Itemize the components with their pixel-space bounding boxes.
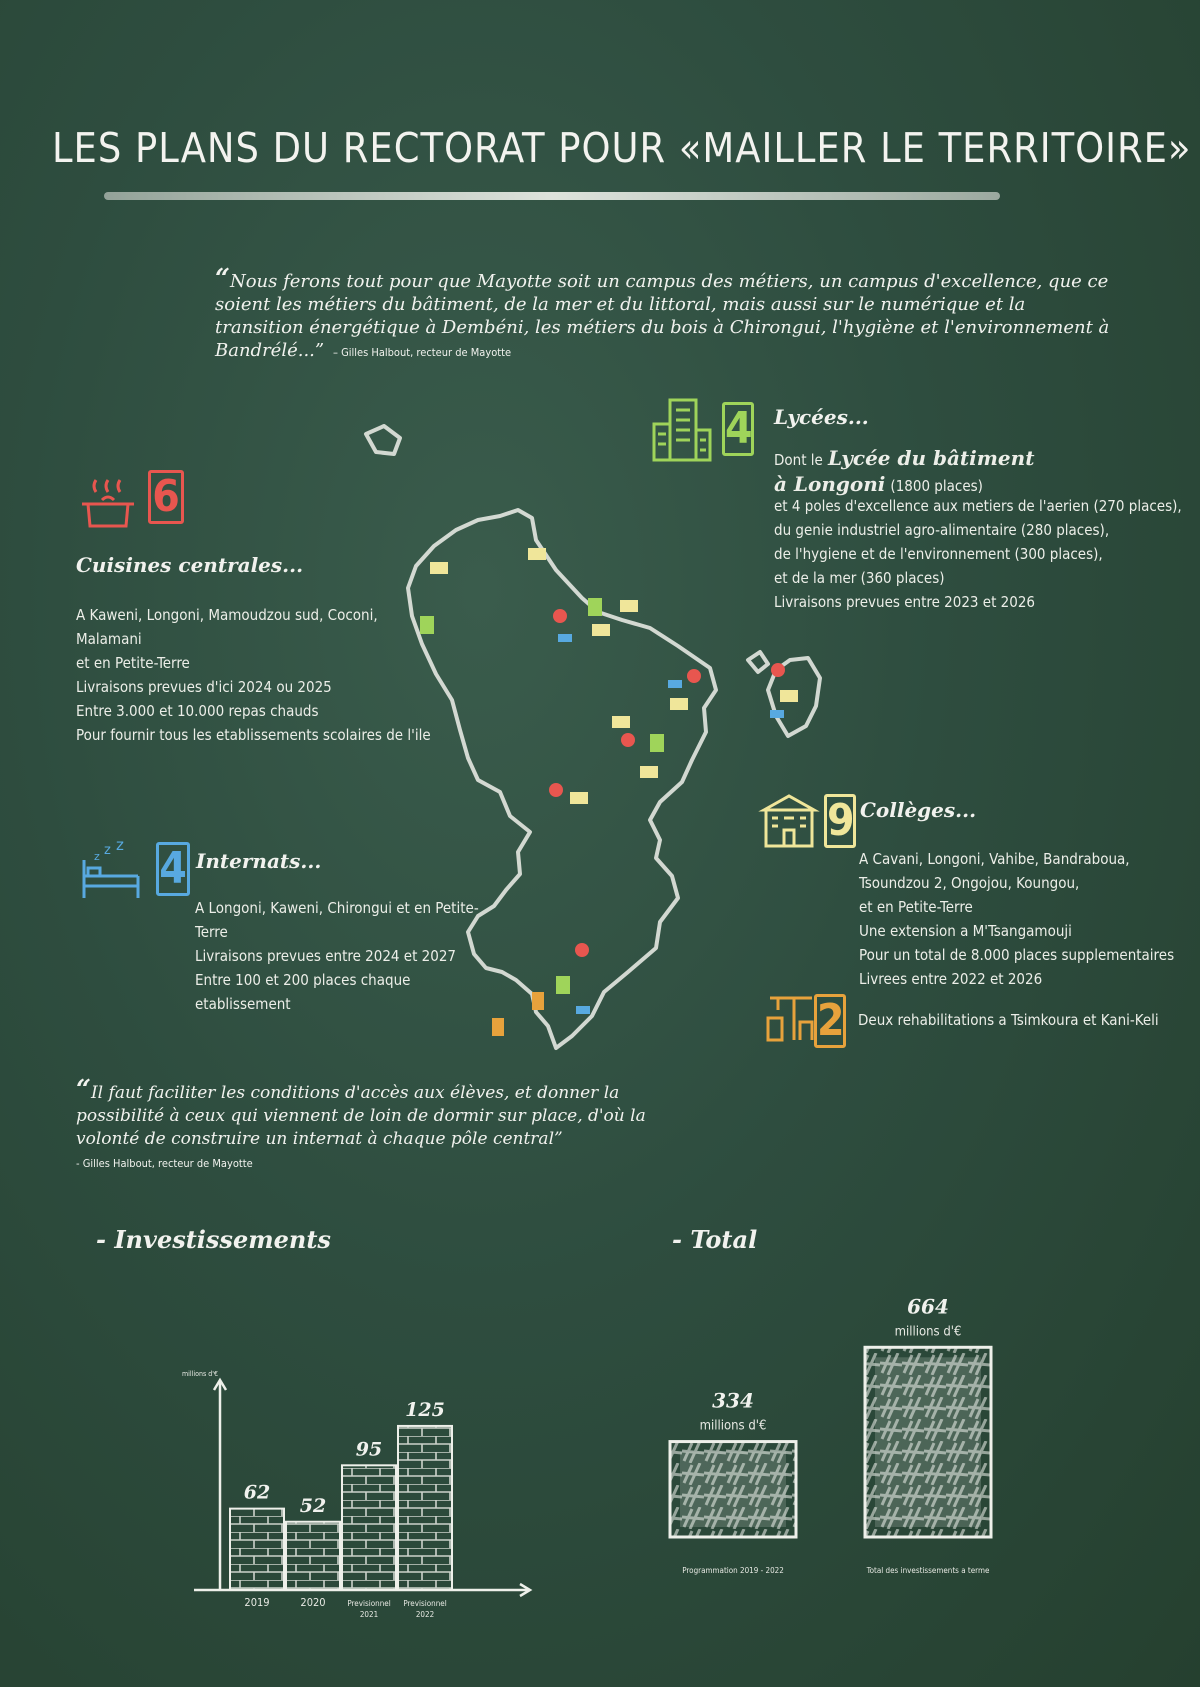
investissements-heading: - Investissements (96, 1225, 331, 1254)
bar-value-label-0: 62 (243, 1481, 271, 1504)
lycees-places: (1800 places) (890, 477, 983, 495)
bar-3 (398, 1426, 452, 1590)
lycees-count: 4 (722, 402, 754, 456)
page-title: LES PLANS DU RECTORAT POUR «MAILLER LE TERRITOIRE» (52, 124, 1192, 172)
cuisines-heading: Cuisines centrales... (76, 553, 304, 577)
map-islet-east (748, 652, 768, 672)
svg-text:z: z (104, 843, 111, 858)
quote-bottom-open-mark: “ (76, 1075, 91, 1105)
total-value-label-0: 334 (712, 1388, 754, 1413)
quote-bottom-close-mark: ” (554, 1129, 563, 1149)
cuisines-count: 6 (148, 470, 184, 524)
bar-2 (342, 1465, 396, 1590)
quote-top-text: Nous ferons tout pour que Mayotte soit un campus des métiers, un campus d'excellence, que ce soient les métiers du bâtiment, de la mer et du littoral, mais aussi sur le numérique et la transition énergétique à Dembéni, les métiers du bois à Chirongui, l'hygiène et l'environnement à Bandrélé... (215, 271, 1110, 361)
total-bar-fill-1 (875, 1357, 981, 1527)
colleges-body: A Cavani, Longoni, Vahibe, Bandraboua, Tsoundzou 2, Ongojou, Koungou, et en Petite-Terre Une extension a M'Tsangamouji Pour un total de 8.000 places supplementaires Livrees entre 2022 et 2026 (859, 850, 1175, 988)
bar-0 (230, 1509, 284, 1590)
college-building-icon (760, 792, 818, 848)
bar-1 (286, 1522, 340, 1590)
bar-value-label-2: 95 (355, 1438, 383, 1461)
colleges-count: 9 (824, 794, 856, 848)
lycees-highlight-line2: à Longoni (774, 472, 886, 496)
cooking-pot-icon (78, 478, 138, 534)
quote-bottom-text: Il faut faciliter les conditions d'accès aux élèves, et donner la possibilité à ceux qui viennent de loin de dormir sur place, d'où la volonté de construire un internat à chaque pôle central (76, 1083, 646, 1149)
lycees-heading: Lycées... (774, 405, 869, 429)
x-tick-label-2: Previsionnel 2021 (347, 1599, 391, 1619)
quote-bottom (76, 1075, 696, 1175)
svg-text:z: z (116, 836, 124, 854)
total-category-label-1: Total des investissements a terme (866, 1566, 990, 1575)
bar-value-label-1: 52 (299, 1494, 327, 1517)
rehabilitations-body: Deux rehabilitations a Tsimkoura et Kani-Keli (858, 1011, 1159, 1029)
lycee-building-icon (650, 396, 712, 462)
quote-close-mark: ” (314, 340, 325, 361)
rehabilitations-count: 2 (814, 994, 846, 1048)
x-tick-label-0: 2019 (244, 1596, 270, 1609)
bed-icon (80, 836, 142, 900)
quote-bottom-attribution: - Gilles Halbout, recteur de Mayotte (76, 1157, 253, 1170)
total-value-label-1: 664 (907, 1294, 949, 1319)
quote-top-attribution: Gilles Halbout, recteur de Mayotte (341, 346, 512, 359)
lycees-highlight (774, 446, 1194, 498)
quote-top (215, 264, 1115, 364)
internats-count: 4 (156, 842, 190, 896)
quote-open-mark: “ (215, 264, 230, 294)
y-axis-label: millions d'€ (182, 1370, 218, 1378)
colleges-heading: Collèges... (860, 798, 977, 822)
lycees-highlight-line1: Lycée du bâtiment (827, 446, 1035, 470)
lycees-intro: Dont le (774, 451, 823, 469)
lycees-body: et 4 poles d'excellence aux metiers de l'aerien (270 places), du genie industriel agro-alimentaire (280 places), de l'hygiene et de l'environnement (300 places), et de la mer (360 places) Livraisons prevues entre 2023 et 2026 (774, 497, 1182, 611)
bar-value-label-3: 125 (405, 1398, 445, 1421)
cuisines-body: A Kaweni, Longoni, Mamoudzou sud, Coconi, Malamani et en Petite-Terre Livraisons prevues d'ici 2024 ou 2025 Entre 3.000 et 10.000 repas chauds Pour fournir tous les etablissements scolaires de l'ile (76, 606, 431, 744)
quote-top-attribution-dash: – (329, 346, 342, 359)
total-chart (660, 1265, 1030, 1595)
svg-text:z: z (94, 850, 100, 863)
total-bar-fill-0 (680, 1452, 786, 1527)
map-islet-north (366, 426, 400, 454)
x-tick-label-1: 2020 (300, 1596, 326, 1609)
internats-heading: Internats... (196, 849, 322, 873)
x-tick-label-3: Previsionnel 2022 (403, 1599, 447, 1619)
title-underline (104, 192, 1000, 200)
total-heading: - Total (672, 1225, 758, 1254)
investissements-chart (170, 1340, 540, 1619)
internats-body: A Longoni, Kaweni, Chirongui et en Petite-Terre Livraisons prevues entre 2024 et 2027 Entre 100 et 200 places chaque etablissement (195, 899, 479, 1013)
total-unit-label-0: millions d'€ (699, 1418, 767, 1434)
total-unit-label-1: millions d'€ (894, 1324, 962, 1340)
crane-icon (764, 992, 814, 1042)
total-category-label-0: Programmation 2019 - 2022 (682, 1566, 784, 1575)
